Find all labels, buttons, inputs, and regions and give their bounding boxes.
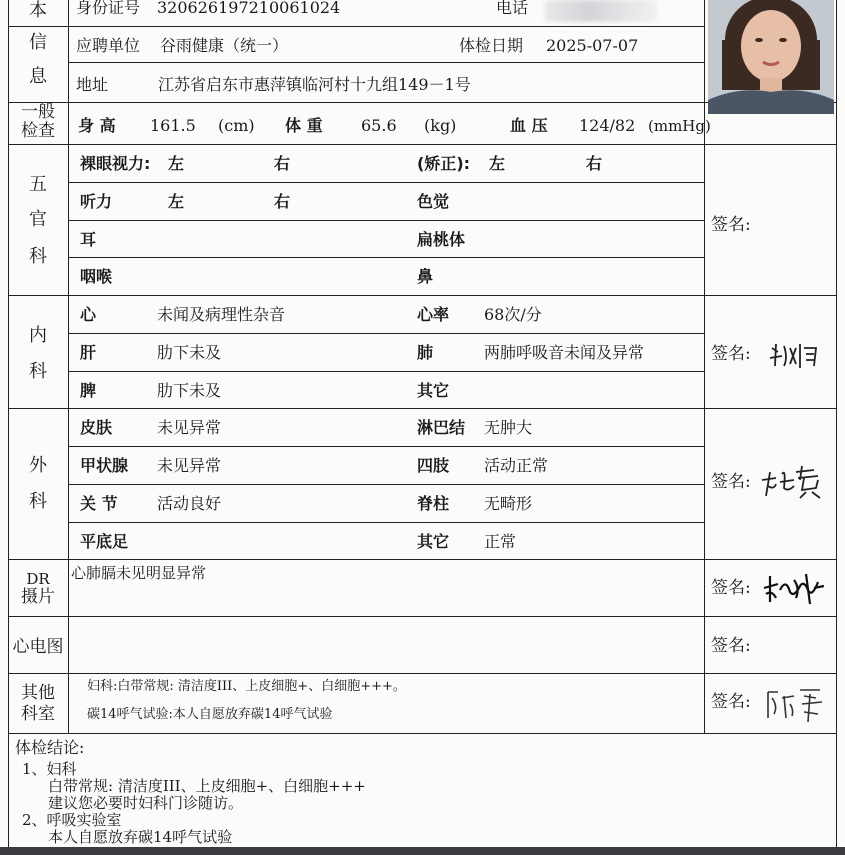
weight-label: 体 重 <box>285 116 323 135</box>
row-divider <box>8 144 837 145</box>
section-label: 信 <box>29 32 47 53</box>
flatfoot-label: 平底足 <box>80 532 129 551</box>
internal-other-label: 其它 <box>417 381 450 400</box>
vision-label: 裸眼视力: <box>80 154 151 173</box>
row-divider <box>8 26 704 27</box>
row-divider <box>68 182 704 183</box>
address-value: 江苏省启东市惠萍镇临河村十九组149－1号 <box>158 75 471 94</box>
vision-right-label: 右 <box>274 154 291 173</box>
limbs-label: 四肢 <box>417 456 450 475</box>
row-divider <box>68 371 704 372</box>
height-unit: (cm) <box>218 116 255 135</box>
nose-label: 鼻 <box>417 267 434 286</box>
ent-sign-label: 签名: <box>711 215 751 235</box>
spleen-value: 肋下未及 <box>157 381 222 400</box>
section-label: 一般 <box>21 102 55 122</box>
bp-label: 血 压 <box>510 116 548 135</box>
col-divider <box>68 0 69 733</box>
row-divider <box>8 673 837 674</box>
lymph-value: 无肿大 <box>484 418 533 437</box>
section-label: 摄片 <box>21 587 55 607</box>
section-label: 官 <box>29 209 47 230</box>
liver-label: 肝 <box>80 343 97 362</box>
col-divider <box>704 0 705 733</box>
tonsil-label: 扁桃体 <box>417 230 466 249</box>
section-label: 本 <box>29 0 47 21</box>
spine-label: 脊柱 <box>417 494 450 513</box>
row-divider <box>68 62 704 63</box>
conclusion-item1-title: 1、妇科 <box>22 760 77 778</box>
heart-value: 未闻及病理性杂音 <box>157 305 286 324</box>
spine-value: 无畸形 <box>484 494 533 513</box>
color-vision-label: 色觉 <box>417 192 450 211</box>
section-label: 外 <box>29 455 47 476</box>
throat-label: 咽喉 <box>80 267 113 286</box>
exam-date-label: 体检日期 <box>459 36 524 55</box>
conclusion-title: 体检结论: <box>15 738 85 757</box>
section-label: 科 <box>29 246 47 267</box>
phone-value-redacted <box>545 0 657 22</box>
hearing-left-label: 左 <box>168 192 185 211</box>
col-divider <box>836 0 837 847</box>
internal-sign-label: 签名: <box>711 344 751 364</box>
section-label: 科 <box>29 361 47 382</box>
dr-sign-label: 签名: <box>711 578 751 598</box>
row-divider <box>68 484 704 485</box>
row-divider <box>68 446 704 447</box>
ecg-sign-label: 签名: <box>711 636 751 656</box>
heart-rate-label: 心率 <box>417 305 450 324</box>
exam-date-value: 2025-07-07 <box>546 36 639 55</box>
thyroid-value: 未见异常 <box>157 456 222 475</box>
surgery-other-label: 其它 <box>417 532 450 551</box>
spleen-label: 脾 <box>80 381 97 400</box>
surgery-other-value: 正常 <box>484 532 517 551</box>
row-divider <box>68 220 704 221</box>
row-divider <box>8 408 837 409</box>
phone-label: 电话 <box>496 0 529 17</box>
heart-label: 心 <box>80 305 97 324</box>
conclusion-item1-line2: 建议您必要时妇科门诊随访。 <box>48 794 244 812</box>
other-dept-line2: 碳14呼气试验:本人自愿放弃碳14呼气试验 <box>87 707 333 722</box>
hearing-label: 听力 <box>80 192 113 211</box>
id-value: 320626197210061024 <box>157 0 341 17</box>
address-label: 地址 <box>76 75 109 94</box>
other-dept-signature <box>764 684 828 724</box>
surgery-sign-label: 签名: <box>711 472 751 492</box>
lung-value: 两肺呼吸音未闻及异常 <box>484 343 645 362</box>
conclusion-item2-title: 2、呼吸实验室 <box>22 811 122 829</box>
skin-value: 未见异常 <box>157 418 222 437</box>
dr-result: 心肺膈未见明显异常 <box>71 564 207 582</box>
corrected-left-label: 左 <box>489 154 506 173</box>
employer-label: 应聘单位 <box>76 36 141 55</box>
employer-value: 谷雨健康（统一） <box>160 36 289 55</box>
dr-signature <box>760 568 826 608</box>
section-label: 其他 <box>21 683 55 703</box>
row-divider <box>68 257 704 258</box>
hearing-right-label: 右 <box>274 192 291 211</box>
row-divider <box>8 616 837 617</box>
lung-label: 肺 <box>417 343 434 362</box>
row-divider <box>8 295 837 296</box>
section-label: 检查 <box>21 121 55 141</box>
section-label: 科 <box>29 491 47 512</box>
internal-signature <box>766 338 826 372</box>
row-divider <box>8 733 837 734</box>
surgery-signature <box>758 458 834 502</box>
lymph-label: 淋巴结 <box>417 418 466 437</box>
conclusion-item2-line1: 本人自愿放弃碳14呼气试验 <box>48 828 233 846</box>
other-dept-line1: 妇科:白带常规: 清洁度III、上皮细胞+、白细胞+++。 <box>87 679 406 694</box>
applicant-photo <box>708 0 834 114</box>
liver-value: 肋下未及 <box>157 343 222 362</box>
height-value: 161.5 <box>150 116 196 135</box>
bottom-bar <box>0 847 845 855</box>
weight-unit: (kg) <box>424 116 457 135</box>
section-label: 息 <box>29 66 47 87</box>
conclusion-item1-line1: 白带常规: 清洁度III、上皮细胞+、白细胞+++ <box>48 777 366 795</box>
thyroid-label: 甲状腺 <box>80 456 129 475</box>
row-divider <box>68 522 704 523</box>
bp-unit: (mmHg) <box>648 117 711 135</box>
corrected-label: (矫正): <box>417 154 471 173</box>
skin-label: 皮肤 <box>80 418 113 437</box>
section-label: 心电图 <box>12 637 64 657</box>
vision-left-label: 左 <box>168 154 185 173</box>
id-label: 身份证号 <box>76 0 141 17</box>
limbs-value: 活动正常 <box>484 456 549 475</box>
row-divider <box>68 333 704 334</box>
section-label: 内 <box>29 325 47 346</box>
heart-rate-value: 68次/分 <box>484 305 542 324</box>
ear-label: 耳 <box>80 230 97 249</box>
section-label: 科室 <box>21 704 55 724</box>
section-label: 五 <box>29 174 47 195</box>
row-divider <box>8 559 837 560</box>
joint-value: 活动良好 <box>157 494 222 513</box>
joint-label: 关 节 <box>80 494 118 513</box>
corrected-right-label: 右 <box>586 154 603 173</box>
height-label: 身 高 <box>78 116 116 135</box>
bp-value: 124/82 <box>579 116 636 135</box>
weight-value: 65.6 <box>361 116 397 135</box>
other-dept-sign-label: 签名: <box>711 692 751 712</box>
section-label: DR <box>26 570 50 588</box>
